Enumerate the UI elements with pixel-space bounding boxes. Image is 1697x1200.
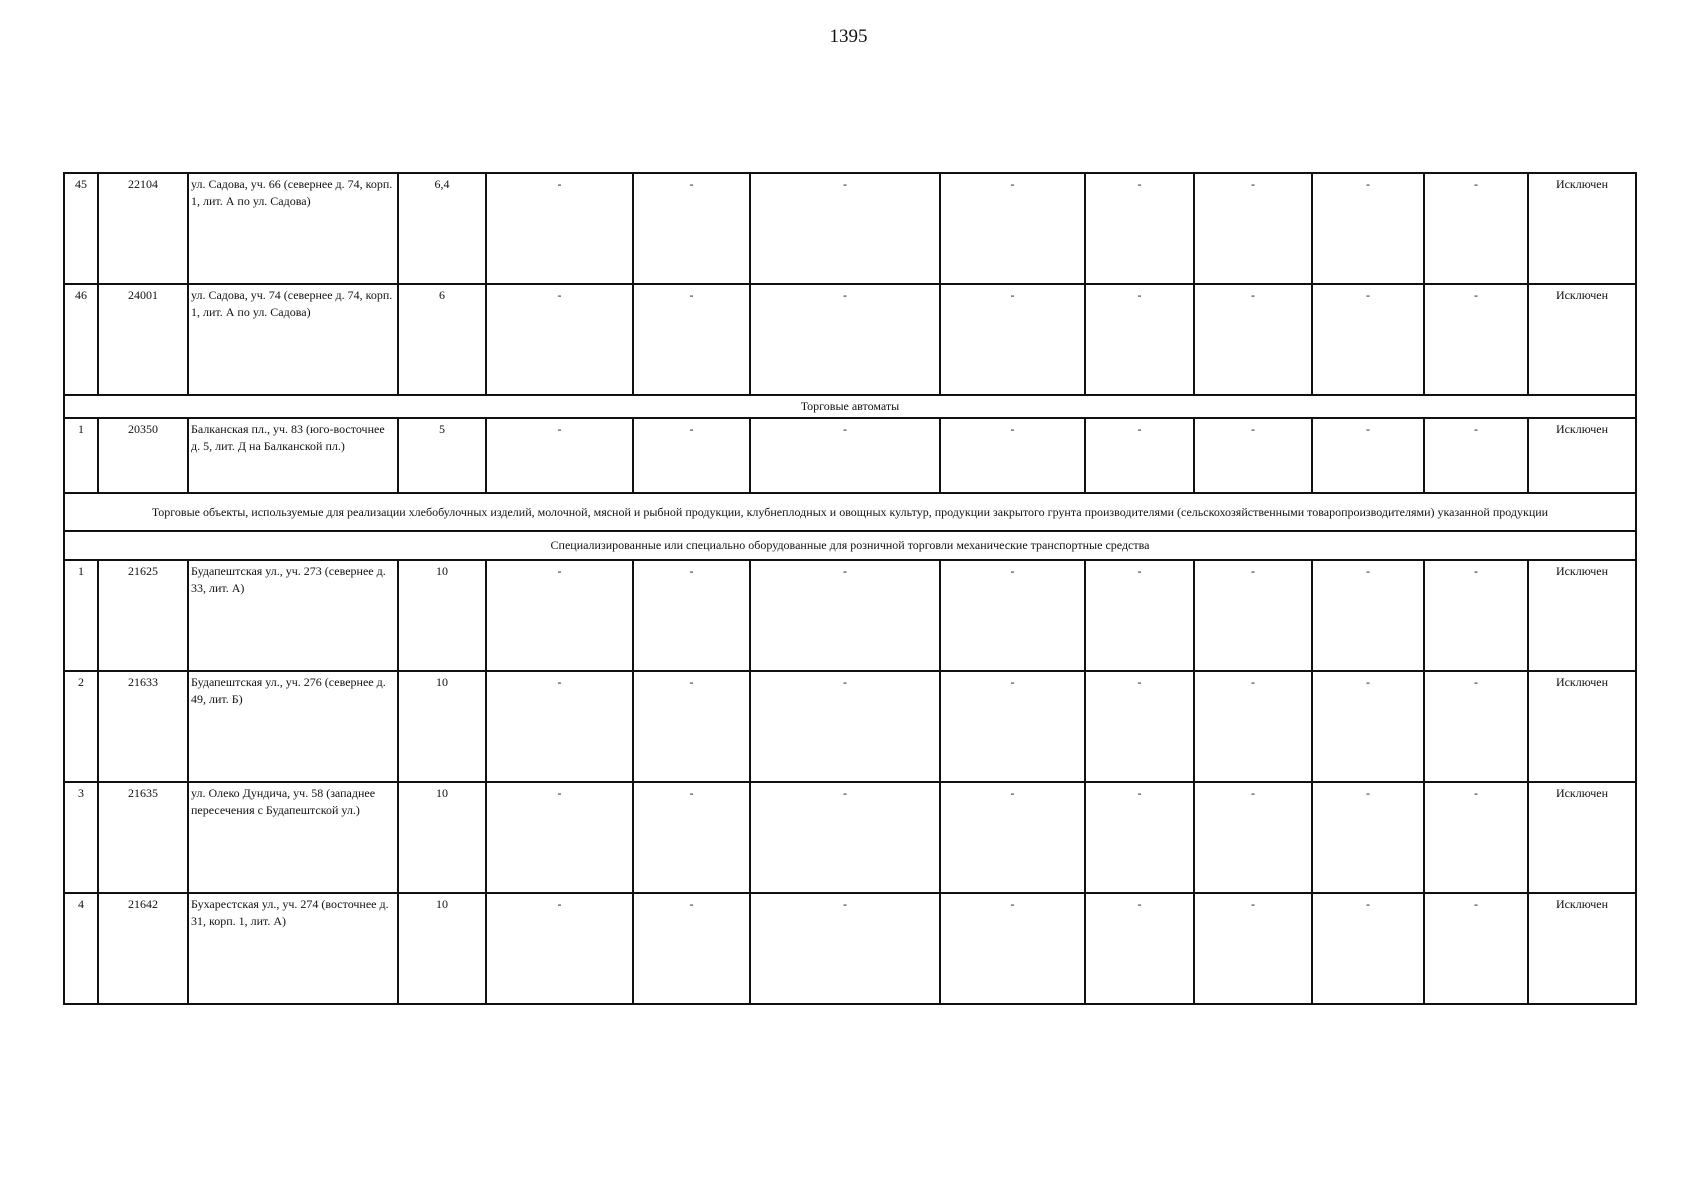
cell-dash: -	[1312, 671, 1424, 782]
table-body	[64, 173, 1636, 1004]
cell-dash: -	[1194, 173, 1312, 284]
cell-dash: -	[633, 893, 750, 1004]
cell-dash: -	[750, 173, 940, 284]
object-code: 21642	[98, 893, 188, 1004]
cell-dash: -	[1085, 284, 1194, 395]
address: Будапештская ул., уч. 273 (севернее д. 33, лит. А)	[188, 560, 398, 671]
cell-dash: -	[1085, 671, 1194, 782]
object-code: 20350	[98, 418, 188, 493]
status-text: Исключен	[1528, 560, 1636, 671]
cell-dash: -	[1194, 418, 1312, 493]
table-row	[64, 893, 1636, 1004]
table-row	[64, 671, 1636, 782]
table-row	[64, 560, 1636, 671]
address: Будапештская ул., уч. 276 (севернее д. 49, лит. Б)	[188, 671, 398, 782]
cell-dash: -	[750, 284, 940, 395]
cell-dash: -	[486, 671, 633, 782]
area-value: 10	[398, 893, 486, 1004]
object-code: 22104	[98, 173, 188, 284]
cell-dash: -	[750, 782, 940, 893]
cell-dash: -	[486, 560, 633, 671]
cell-dash: -	[1085, 560, 1194, 671]
cell-dash: -	[1085, 173, 1194, 284]
address: ул. Садова, уч. 74 (севернее д. 74, корп. 1, лит. А по ул. Садова)	[188, 284, 398, 395]
cell-dash: -	[1194, 671, 1312, 782]
object-code: 21635	[98, 782, 188, 893]
cell-dash: -	[940, 418, 1085, 493]
cell-dash: -	[750, 418, 940, 493]
cell-dash: -	[750, 893, 940, 1004]
cell-dash: -	[1424, 782, 1528, 893]
cell-dash: -	[940, 560, 1085, 671]
cell-dash: -	[486, 284, 633, 395]
section-heading: Специализированные или специально оборудованные для розничной торговли механические транспортные средства	[64, 531, 1636, 560]
row-number: 4	[64, 893, 98, 1004]
cell-dash: -	[1312, 173, 1424, 284]
status-text: Исключен	[1528, 284, 1636, 395]
cell-dash: -	[940, 173, 1085, 284]
object-code: 21633	[98, 671, 188, 782]
cell-dash: -	[1424, 418, 1528, 493]
cell-dash: -	[1194, 560, 1312, 671]
address: Бухарестская ул., уч. 274 (восточнее д. 31, корп. 1, лит. А)	[188, 893, 398, 1004]
object-code: 21625	[98, 560, 188, 671]
section-heading: Торговые объекты, используемые для реализации хлебобулочных изделий, молочной, мясной и рыбной продукции, клубнеплодных и овощных культур, продукции закрытого грунта производителями (сельскохозяйственными товаропроизводителями) указанной продукции	[64, 493, 1636, 531]
section-heading-row	[64, 395, 1636, 418]
row-number: 2	[64, 671, 98, 782]
cell-dash: -	[1424, 560, 1528, 671]
row-number: 45	[64, 173, 98, 284]
registry-table	[63, 172, 1637, 1005]
cell-dash: -	[1085, 418, 1194, 493]
table-row	[64, 173, 1636, 284]
cell-dash: -	[1424, 893, 1528, 1004]
status-text: Исключен	[1528, 418, 1636, 493]
cell-dash: -	[486, 782, 633, 893]
area-value: 6,4	[398, 173, 486, 284]
cell-dash: -	[633, 782, 750, 893]
page-number: 1395	[829, 26, 868, 47]
address: Балканская пл., уч. 83 (юго-восточнее д. 5, лит. Д на Балканской пл.)	[188, 418, 398, 493]
cell-dash: -	[940, 671, 1085, 782]
row-number: 3	[64, 782, 98, 893]
area-value: 10	[398, 671, 486, 782]
status-text: Исключен	[1528, 173, 1636, 284]
cell-dash: -	[1194, 893, 1312, 1004]
cell-dash: -	[750, 560, 940, 671]
cell-dash: -	[1194, 782, 1312, 893]
row-number: 1	[64, 418, 98, 493]
status-text: Исключен	[1528, 671, 1636, 782]
cell-dash: -	[1424, 284, 1528, 395]
status-text: Исключен	[1528, 782, 1636, 893]
cell-dash: -	[940, 782, 1085, 893]
cell-dash: -	[633, 173, 750, 284]
cell-dash: -	[486, 418, 633, 493]
cell-dash: -	[486, 173, 633, 284]
cell-dash: -	[1085, 782, 1194, 893]
cell-dash: -	[940, 284, 1085, 395]
section-heading-row	[64, 531, 1636, 560]
status-text: Исключен	[1528, 893, 1636, 1004]
cell-dash: -	[633, 671, 750, 782]
cell-dash: -	[1312, 782, 1424, 893]
table-row	[64, 418, 1636, 493]
area-value: 5	[398, 418, 486, 493]
section-heading: Торговые автоматы	[64, 395, 1636, 418]
cell-dash: -	[633, 418, 750, 493]
row-number: 46	[64, 284, 98, 395]
cell-dash: -	[1312, 560, 1424, 671]
cell-dash: -	[1312, 284, 1424, 395]
table-row	[64, 284, 1636, 395]
area-value: 10	[398, 782, 486, 893]
cell-dash: -	[1312, 893, 1424, 1004]
cell-dash: -	[1194, 284, 1312, 395]
section-heading-row	[64, 493, 1636, 531]
cell-dash: -	[750, 671, 940, 782]
cell-dash: -	[633, 560, 750, 671]
area-value: 6	[398, 284, 486, 395]
table-row	[64, 782, 1636, 893]
address: ул. Садова, уч. 66 (севернее д. 74, корп. 1, лит. А по ул. Садова)	[188, 173, 398, 284]
object-code: 24001	[98, 284, 188, 395]
cell-dash: -	[1312, 418, 1424, 493]
address: ул. Олеко Дундича, уч. 58 (западнее пересечения с Будапештской ул.)	[188, 782, 398, 893]
cell-dash: -	[1424, 173, 1528, 284]
cell-dash: -	[940, 893, 1085, 1004]
area-value: 10	[398, 560, 486, 671]
cell-dash: -	[1085, 893, 1194, 1004]
row-number: 1	[64, 560, 98, 671]
cell-dash: -	[1424, 671, 1528, 782]
cell-dash: -	[486, 893, 633, 1004]
cell-dash: -	[633, 284, 750, 395]
